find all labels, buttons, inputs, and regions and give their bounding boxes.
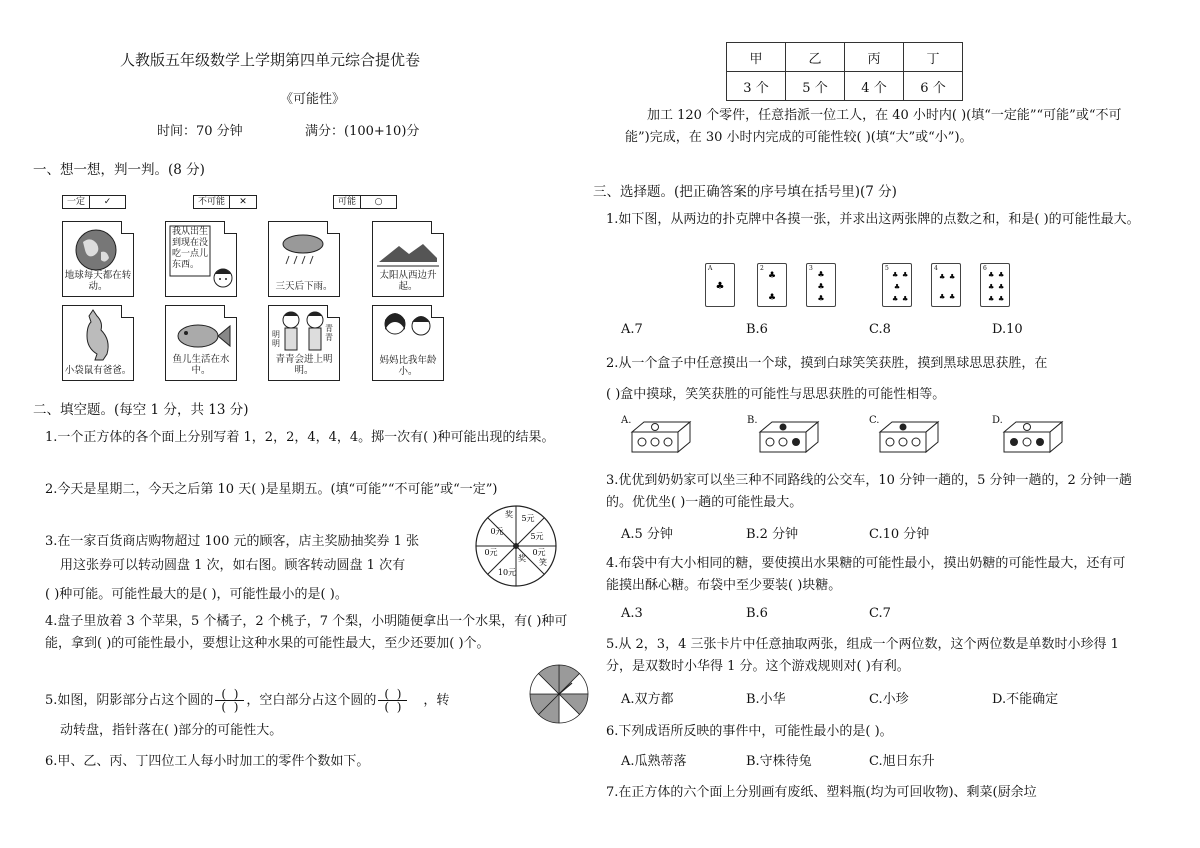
panel-child-eating — [165, 221, 237, 297]
option[interactable]: D.10 — [992, 322, 1023, 337]
table-cell: 4 个 — [845, 72, 904, 101]
ball-box-a — [628, 418, 692, 454]
svg-text:♣: ♣ — [939, 273, 946, 281]
section-3-heading: 三、选择题。(把正确答案的序号填在括号里)(7 分) — [593, 184, 897, 200]
check-icon: ✓ — [89, 196, 125, 208]
svg-text:♣: ♣ — [817, 282, 825, 291]
prize-wheel — [473, 503, 559, 589]
svg-text:♣: ♣ — [767, 271, 777, 281]
svg-text:♣: ♣ — [892, 295, 899, 303]
wheel-label: 0元 — [532, 548, 546, 557]
shaded-circle — [528, 663, 590, 725]
svg-text:♣: ♣ — [715, 281, 725, 292]
panel-caption: 地球每天都在转动。 — [64, 270, 132, 292]
playing-card: 5 ♣ ♣ ♣ ♣ ♣ — [882, 263, 912, 307]
wheel-label: 5元 — [521, 514, 535, 523]
box-label: C. — [869, 415, 880, 426]
option[interactable]: A.5 分钟 — [621, 527, 673, 542]
fill-question-5-line1: 5.如图，阴影部分占这个圆的 $\frac{( )}{( )}$ ，空白部分占这个圆的 $\frac{( )}{( )}$ ，转 — [45, 687, 450, 714]
svg-text:♣: ♣ — [817, 294, 825, 303]
fraction-blank[interactable]: $\frac{( )}{( )}$ — [215, 688, 244, 713]
playing-card: 2 ♣ ♣ — [757, 263, 787, 307]
fill-question-1: 1.一个正方体的各个面上分别写着 1，2，2，4，4，4。掷一次有( )种可能出现的结果。 — [45, 430, 555, 445]
option[interactable]: A.双方都 — [621, 692, 674, 707]
legend-label: 可能 — [338, 197, 357, 207]
choice-question-6: 6.下列成语所反映的事件中，可能性最小的是( )。 — [606, 724, 893, 739]
panel-caption: 太阳从西边升起。 — [379, 270, 437, 292]
svg-text:♣: ♣ — [949, 273, 956, 281]
wheel-label: 笑 — [539, 558, 547, 567]
svg-text:♣: ♣ — [949, 293, 956, 301]
option[interactable]: A.3 — [621, 606, 643, 621]
panel-sunrise — [372, 221, 444, 297]
option[interactable]: B.6 — [746, 322, 768, 337]
table-header: 甲 — [727, 43, 786, 72]
panel-rain — [268, 221, 340, 297]
option[interactable]: C.7 — [869, 606, 891, 621]
option[interactable]: C.8 — [869, 322, 891, 337]
option[interactable]: A.瓜熟蒂落 — [621, 754, 687, 769]
wheel-label: 0元 — [490, 527, 504, 536]
box-label: D. — [992, 415, 1003, 426]
option[interactable]: D.不能确定 — [992, 692, 1059, 707]
exam-time: 时间：70 分钟 — [157, 124, 243, 139]
page-subtitle: 《可能性》 — [280, 92, 346, 107]
table-header: 丙 — [845, 43, 904, 72]
table-cell: 3 个 — [727, 72, 786, 101]
svg-text:♣: ♣ — [939, 293, 946, 301]
svg-text:♣: ♣ — [817, 270, 825, 279]
panel-children — [268, 305, 340, 381]
option[interactable]: C.旭日东升 — [869, 754, 935, 769]
option[interactable]: C.小珍 — [869, 692, 909, 707]
choice-question-2-line2: ( )盒中摸球，笑笑获胜的可能性与思思获胜的可能性相等。 — [606, 387, 946, 402]
fill-question-4: 4.盘子里放着 3 个苹果，5 个橘子，2 个桃子，7 个梨，小明随便拿出一个水果，有( )种可能，拿到( )的可能性最小，要想让这种水果的可能性最大，至少还要加( )个。 — [45, 614, 568, 651]
child-name-right: 青 青 — [325, 324, 333, 342]
svg-text:♣: ♣ — [767, 293, 777, 303]
svg-text:♣: ♣ — [988, 283, 995, 291]
table-header-row — [727, 43, 963, 72]
panel-caption: 鱼儿生活在水中。 — [172, 354, 230, 376]
option[interactable]: A.7 — [621, 322, 643, 337]
child-name-left: 明 明 — [272, 330, 280, 348]
page-title: 人教版五年级数学上学期第四单元综合提优卷 — [120, 51, 421, 69]
legend-certain — [62, 195, 126, 209]
option[interactable]: B.守株待兔 — [746, 754, 812, 769]
option[interactable]: C.10 分钟 — [869, 527, 930, 542]
option[interactable]: B.小华 — [746, 692, 786, 707]
playing-card: 6 ♣ ♣ ♣ ♣ ♣ ♣ — [980, 263, 1010, 307]
svg-text:♣: ♣ — [892, 271, 899, 279]
choice-question-4: 4.布袋中有大小相同的糖，要使摸出水果糖的可能性最小，摸出奶糖的可能性最大，还有可能摸出酥心糖。布袋中至少要装( )块糖。 — [606, 556, 1126, 593]
panel-kangaroo — [62, 305, 134, 381]
legend-label: 一定 — [67, 197, 86, 207]
fill-question-6: 6.甲、乙、丙、丁四位工人每小时加工的零件个数如下。 — [45, 754, 370, 769]
legend-impossible — [193, 195, 257, 209]
panel-caption: 三天后下雨。 — [275, 281, 333, 292]
svg-text:♣: ♣ — [902, 271, 909, 279]
legend-label: 不可能 — [198, 197, 226, 207]
section-1-heading: 一、想一想，判一判。(8 分) — [33, 162, 205, 178]
wheel-label: 奖 — [518, 554, 526, 563]
wheel-label: 5元 — [530, 532, 544, 541]
table-row — [727, 72, 963, 101]
panel-caption: 青青会进上明明。 — [275, 354, 333, 376]
panel-earth — [62, 221, 134, 297]
wheel-label: 奖 — [505, 510, 513, 519]
option[interactable]: B.6 — [746, 606, 768, 621]
wheel-label: 10元 — [497, 568, 517, 577]
svg-text:♣: ♣ — [998, 295, 1005, 303]
panel-mother — [372, 305, 444, 381]
table-header: 乙 — [786, 43, 845, 72]
svg-text:♣: ♣ — [988, 295, 995, 303]
playing-card: 3 ♣ ♣ ♣ — [806, 263, 836, 307]
speech-bubble-text: 我从出生到现在没吃一点儿东西。 — [172, 227, 209, 270]
choice-question-2-line1: 2.从一个盒子中任意摸出一个球，摸到白球笑笑获胜，摸到黑球思思获胜，在 — [606, 356, 1048, 371]
svg-text:♣: ♣ — [893, 283, 901, 291]
circle-icon: ○ — [360, 196, 396, 208]
panel-caption: 小袋鼠有爸爸。 — [64, 365, 132, 376]
svg-text:♣: ♣ — [998, 283, 1005, 291]
ball-box-d — [1000, 418, 1064, 454]
section-2-heading: 二、填空题。(每空 1 分，共 13 分) — [33, 402, 249, 418]
fill-question-2: 2.今天是星期二，今天之后第 10 天( )是星期五。(填“可能”“不可能”或“一定”) — [45, 482, 498, 497]
fraction-blank[interactable]: $\frac{( )}{( )}$ — [378, 688, 407, 713]
svg-text:♣: ♣ — [902, 295, 909, 303]
fill-question-3-line2: 用这张券可以转动圆盘 1 次，如右图。顾客转动圆盘 1 次有 — [60, 558, 406, 573]
choice-question-5: 5.从 2，3，4 三张卡片中任意抽取两张，组成一个两位数，这个两位数是单数时小珍得 1 分，是双数时小华得 1 分。这个游戏规则对( )有利。 — [606, 637, 1119, 674]
fill-question-5-line2: 动转盘，指针落在( )部分的可能性大。 — [60, 723, 283, 738]
playing-card: A ♣ — [705, 263, 735, 307]
svg-text:♣: ♣ — [988, 271, 995, 279]
table-header: 丁 — [904, 43, 963, 72]
panel-caption: 妈妈比我年龄小。 — [379, 355, 437, 377]
table-cell: 6 个 — [904, 72, 963, 101]
choice-question-7: 7.在正方体的六个面上分别画有废纸、塑料瓶(均为可回收物)、剩菜(厨余垃 — [606, 785, 1037, 800]
cross-icon: ✕ — [229, 196, 256, 208]
option[interactable]: B.2 分钟 — [746, 527, 799, 542]
workers-table — [726, 42, 963, 101]
choice-question-3: 3.优优到奶奶家可以坐三种不同路线的公交车，10 分钟一趟的，5 分钟一趟的，2 分钟一趟的。优优坐( )一趟的可能性最大。 — [606, 473, 1132, 510]
ball-box-b — [756, 418, 820, 454]
legend-possible — [333, 195, 397, 209]
box-label: B. — [747, 415, 758, 426]
ball-box-c — [876, 418, 940, 454]
svg-text:♣: ♣ — [998, 271, 1005, 279]
table-cell: 5 个 — [786, 72, 845, 101]
box-label: A. — [621, 415, 632, 426]
table-question-continuation: 加工 120 个零件，任意指派一位工人，在 40 小时内( )(填“一定能”“可能”或“不可能”)完成，在 30 小时内完成的可能性较( )(填“大”或“小”)。 — [625, 108, 1122, 145]
exam-score: 满分：(100+10)分 — [305, 124, 420, 139]
wheel-label: 0元 — [484, 548, 498, 557]
playing-card: 4 ♣ ♣ ♣ ♣ — [931, 263, 961, 307]
fill-question-3-line3: ( )种可能。可能性最大的是( )，可能性最小的是( )。 — [45, 587, 348, 602]
fill-question-3-line1: 3.在一家百货商店购物超过 100 元的顾客，店主奖励抽奖券 1 张 — [45, 534, 420, 549]
choice-question-1: 1.如下图，从两边的扑克牌中各摸一张，并求出这两张牌的点数之和，和是( )的可能性最大。 — [606, 212, 1140, 227]
panel-fish — [165, 305, 237, 381]
